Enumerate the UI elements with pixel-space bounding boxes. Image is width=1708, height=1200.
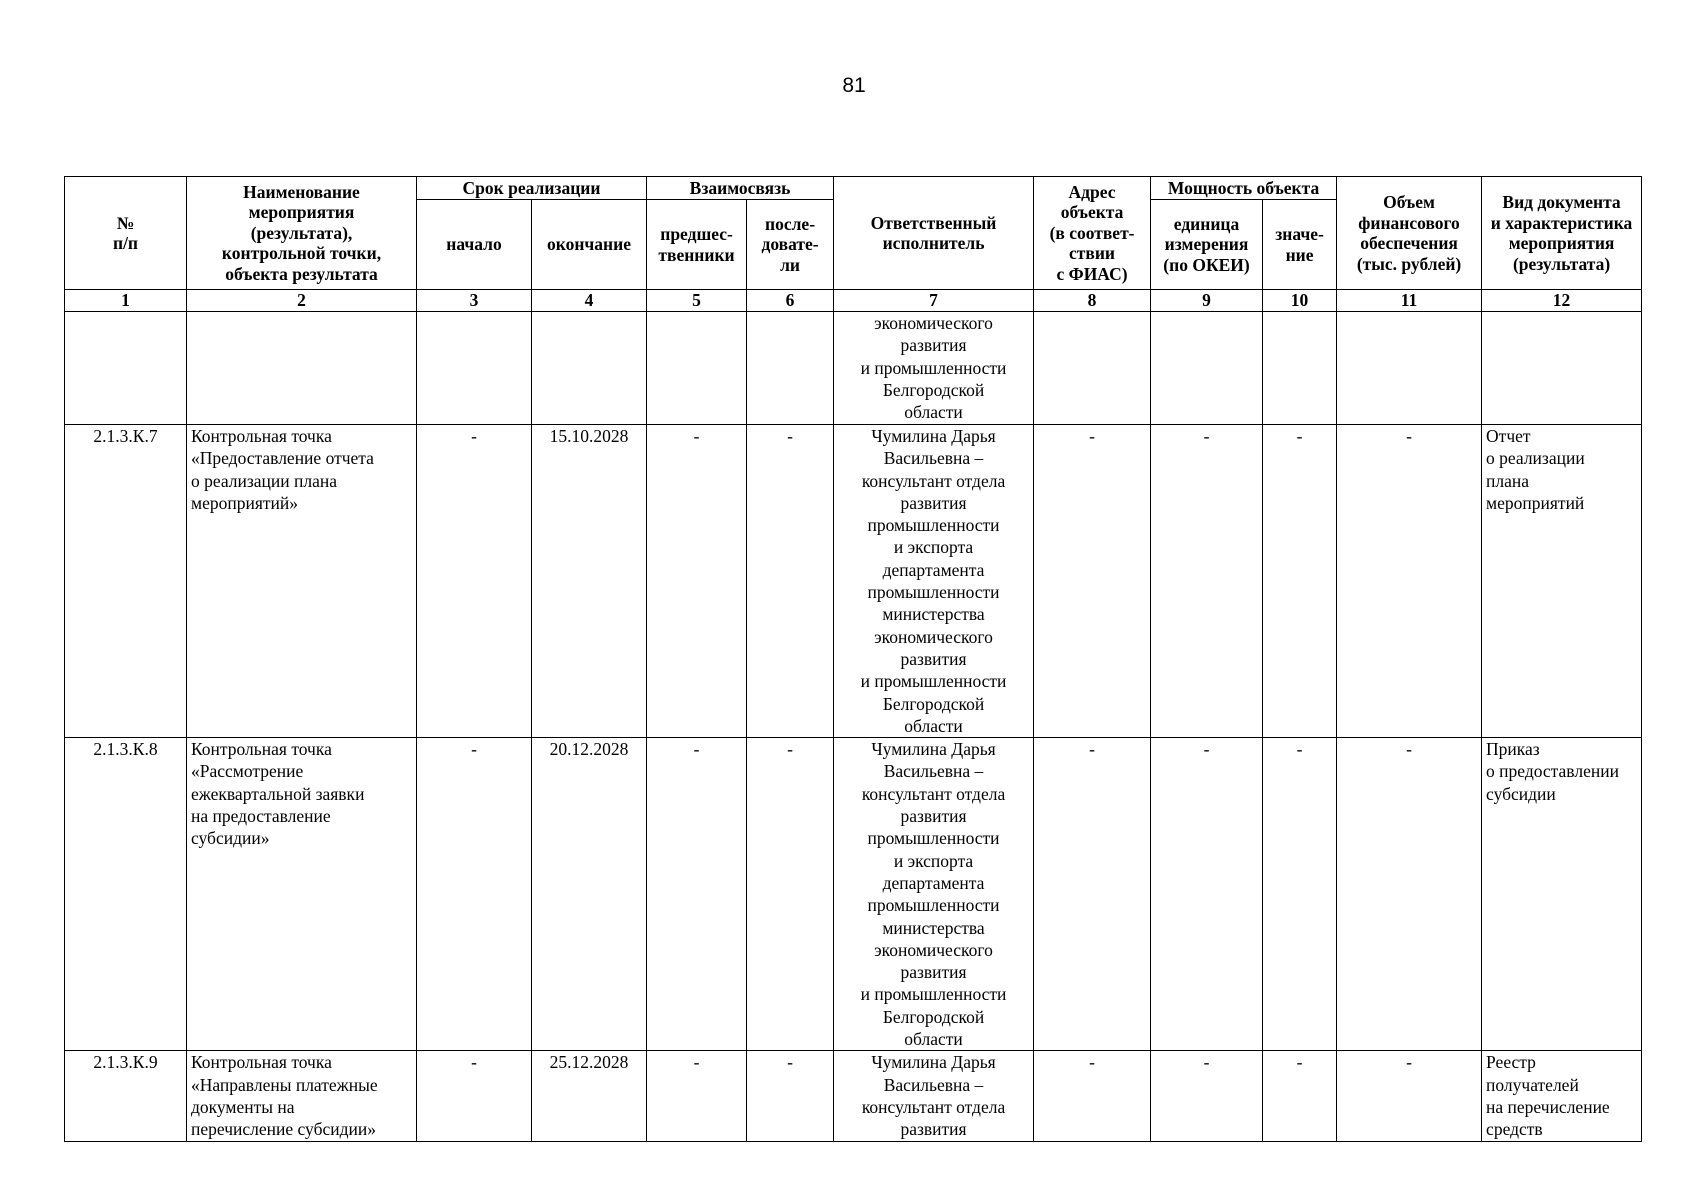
cell-document: Реестр получателей на перечисление средств [1482, 1051, 1642, 1141]
header-row-number: № п/п [65, 177, 187, 290]
cell-responsible: Чумилина Дарья Васильевна – консультант отдела развития промышленности и экспорта департамента промышленности министерства экономического развития и промышленности Белгородской области [834, 738, 1034, 1051]
header-finance: Объем финансового обеспечения (тыс. рублей) [1337, 177, 1482, 290]
cell-start [417, 312, 532, 425]
cell-start: - [417, 738, 532, 1051]
cell-name: Контрольная точка «Рассмотрение ежеквартальной заявки на предоставление субсидии» [187, 738, 417, 1051]
cell-start: - [417, 1051, 532, 1141]
cell-value: - [1263, 1051, 1337, 1141]
cell-address: - [1034, 738, 1151, 1051]
cell-unit: - [1151, 1051, 1263, 1141]
header-value: значе- ние [1263, 200, 1337, 290]
cell-end: 15.10.2028 [532, 425, 647, 738]
cell-successors: - [747, 1051, 834, 1141]
column-number: 1 [65, 290, 187, 312]
cell-number: 2.1.3.К.8 [65, 738, 187, 1051]
plan-table [64, 176, 1642, 1142]
header-successors: после- довате- ли [747, 200, 834, 290]
cell-responsible: экономического развития и промышленности Белгородской области [834, 312, 1034, 425]
table-header [65, 177, 1642, 312]
header-group-relations: Взаимосвязь [647, 177, 834, 200]
cell-successors: - [747, 425, 834, 738]
header-predecessors: предшес- твенники [647, 200, 747, 290]
column-number: 9 [1151, 290, 1263, 312]
table-body [65, 312, 1642, 1142]
cell-finance: - [1337, 425, 1482, 738]
table-row [65, 738, 1642, 1051]
cell-start: - [417, 425, 532, 738]
cell-successors: - [747, 738, 834, 1051]
cell-name: Контрольная точка «Направлены платежные документы на перечисление субсидии» [187, 1051, 417, 1141]
column-number: 5 [647, 290, 747, 312]
cell-predecessors [647, 312, 747, 425]
cell-document: Отчет о реализации плана мероприятий [1482, 425, 1642, 738]
cell-number: 2.1.3.К.7 [65, 425, 187, 738]
header-group-period: Срок реализации [417, 177, 647, 200]
cell-finance [1337, 312, 1482, 425]
cell-finance: - [1337, 1051, 1482, 1141]
cell-responsible: Чумилина Дарья Васильевна – консультант отдела развития промышленности и экспорта департамента промышленности министерства экономического развития и промышленности Белгородской области [834, 425, 1034, 738]
column-number: 3 [417, 290, 532, 312]
cell-value: - [1263, 425, 1337, 738]
cell-document [1482, 312, 1642, 425]
page-number: 81 [842, 74, 866, 97]
cell-unit: - [1151, 425, 1263, 738]
cell-number [65, 312, 187, 425]
header-start: начало [417, 200, 532, 290]
table-row [65, 425, 1642, 738]
column-number: 11 [1337, 290, 1482, 312]
header-unit: единица измерения (по ОКЕИ) [1151, 200, 1263, 290]
header-responsible: Ответственный исполнитель [834, 177, 1034, 290]
cell-value: - [1263, 738, 1337, 1051]
cell-name [187, 312, 417, 425]
cell-finance: - [1337, 738, 1482, 1051]
cell-predecessors: - [647, 1051, 747, 1141]
column-number: 12 [1482, 290, 1642, 312]
column-number: 4 [532, 290, 647, 312]
cell-end: 25.12.2028 [532, 1051, 647, 1141]
cell-predecessors: - [647, 738, 747, 1051]
column-number: 8 [1034, 290, 1151, 312]
header-name: Наименование мероприятия (результата), контрольной точки, объекта результата [187, 177, 417, 290]
cell-unit [1151, 312, 1263, 425]
cell-document: Приказ о предоставлении субсидии [1482, 738, 1642, 1051]
column-number: 7 [834, 290, 1034, 312]
column-number: 6 [747, 290, 834, 312]
header-end: окончание [532, 200, 647, 290]
cell-number: 2.1.3.К.9 [65, 1051, 187, 1141]
cell-responsible: Чумилина Дарья Васильевна – консультант отдела развития [834, 1051, 1034, 1141]
cell-name: Контрольная точка «Предоставление отчета о реализации плана мероприятий» [187, 425, 417, 738]
cell-predecessors: - [647, 425, 747, 738]
cell-value [1263, 312, 1337, 425]
column-number: 10 [1263, 290, 1337, 312]
cell-end: 20.12.2028 [532, 738, 647, 1051]
header-group-capacity: Мощность объекта [1151, 177, 1337, 200]
cell-address [1034, 312, 1151, 425]
cell-unit: - [1151, 738, 1263, 1051]
table-row [65, 312, 1642, 425]
header-address: Адрес объекта (в соответ- ствии с ФИАС) [1034, 177, 1151, 290]
cell-successors [747, 312, 834, 425]
cell-address: - [1034, 1051, 1151, 1141]
column-number: 2 [187, 290, 417, 312]
cell-end [532, 312, 647, 425]
header-document: Вид документа и характеристика мероприятия (результата) [1482, 177, 1642, 290]
cell-address: - [1034, 425, 1151, 738]
table-row [65, 1051, 1642, 1141]
